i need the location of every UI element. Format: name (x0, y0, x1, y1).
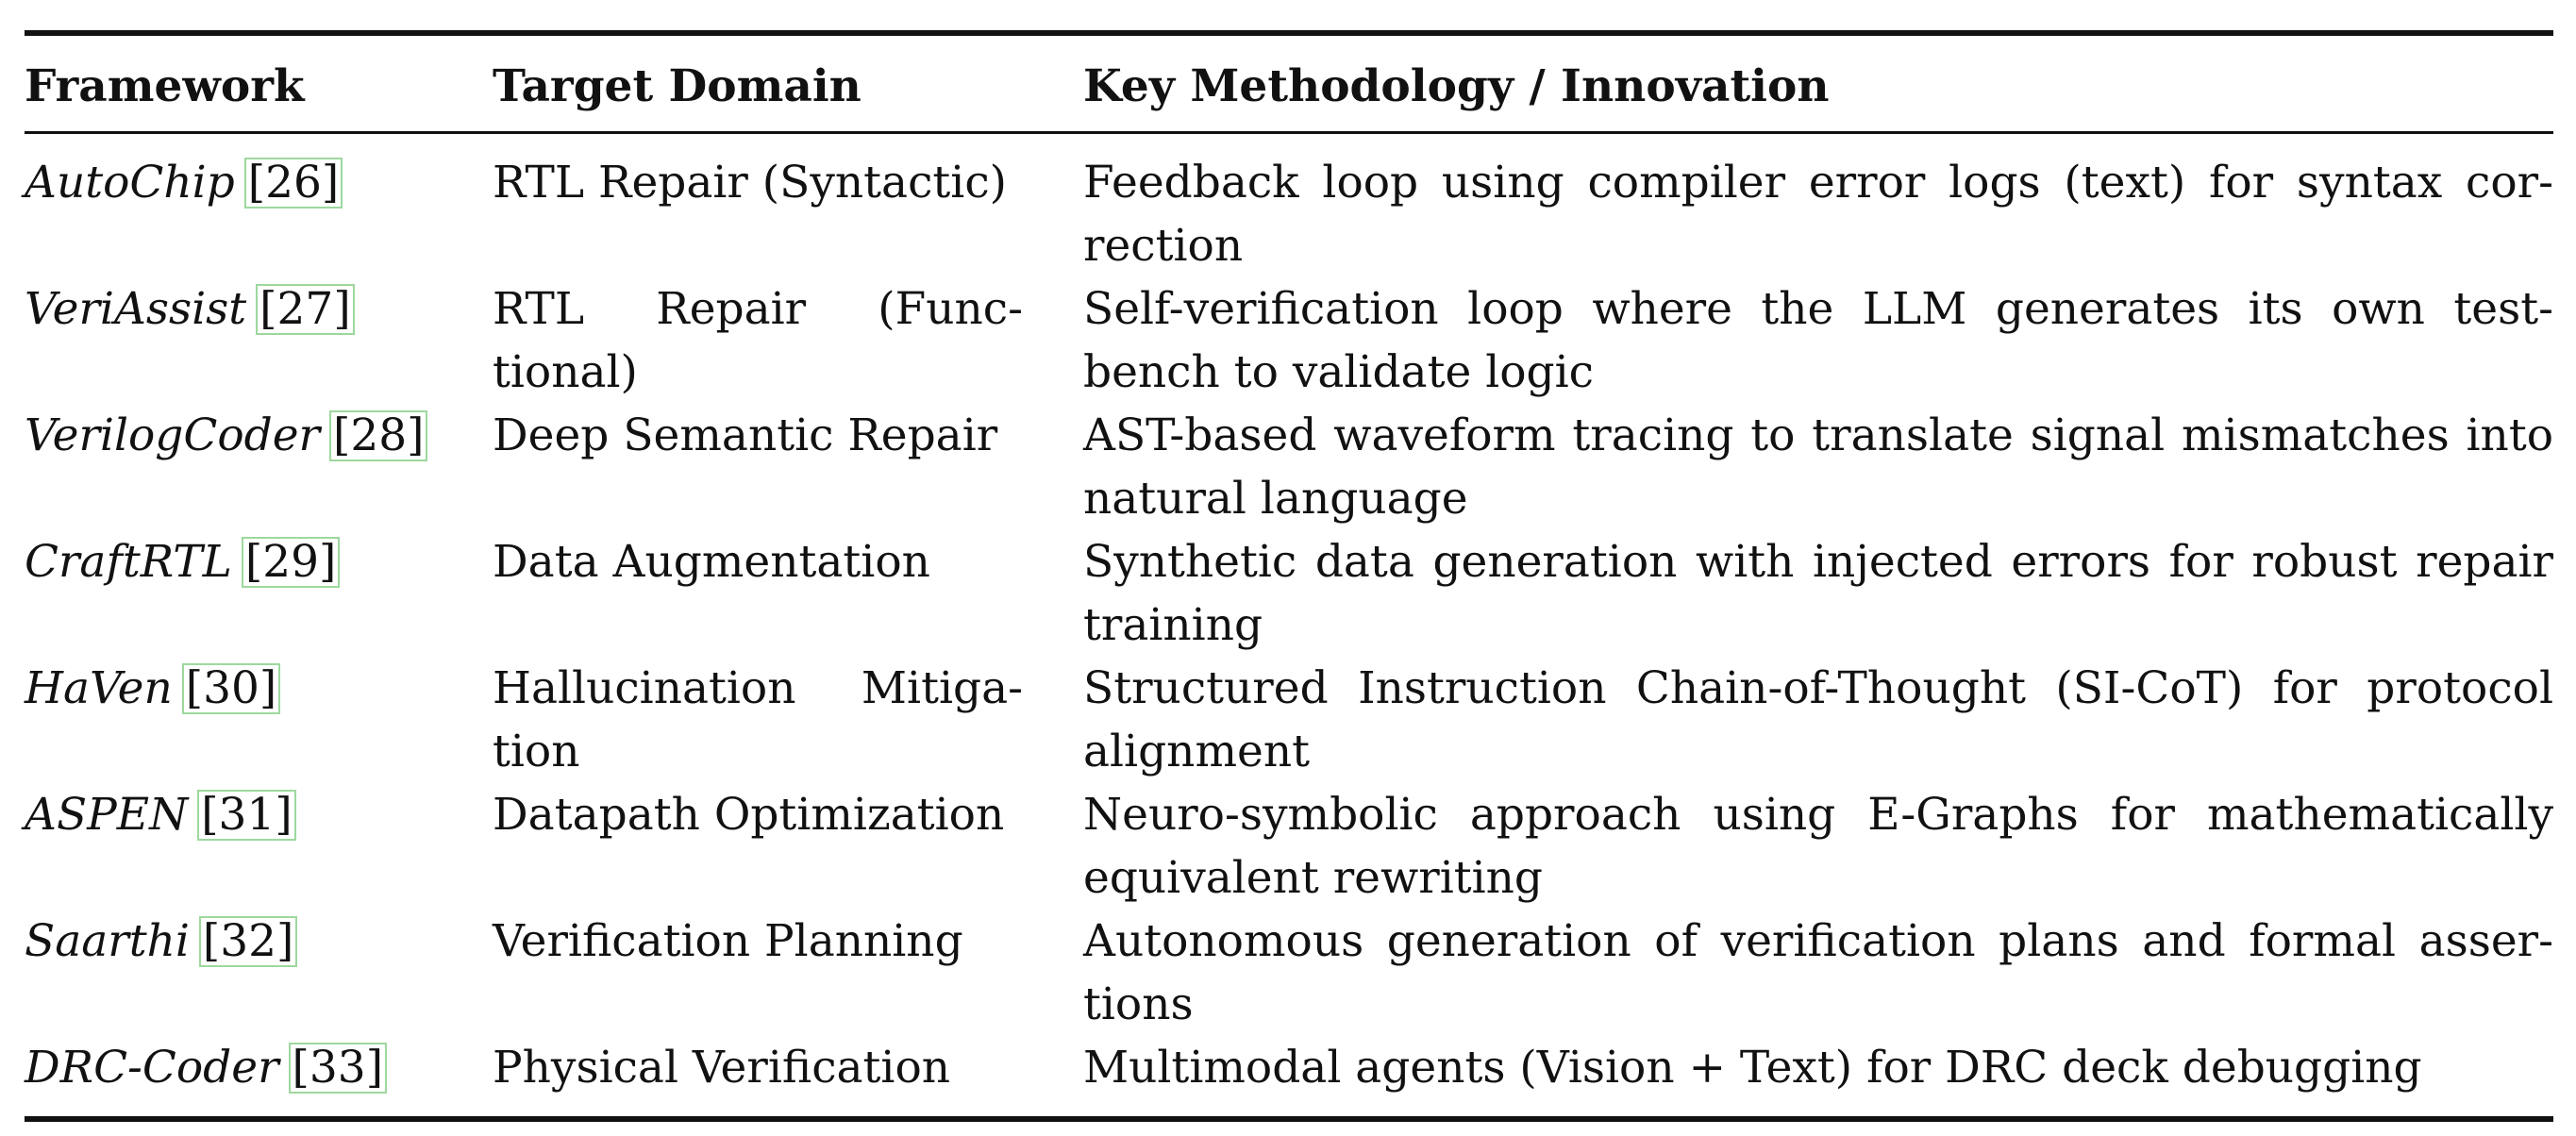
methodology-cell: AST-based waveform tracing to translate signal mismatches into natural language (1083, 409, 2553, 525)
framework-cell (25, 133, 493, 278)
methodology-cell: Self-verification loop where the LLM generates its own testbench to validate logic (1083, 283, 2553, 398)
citation-link[interactable]: [27] (256, 284, 354, 335)
methodology-cell: Multimodal agents (Vision + Text) for DRC deck debugging (1083, 1036, 2553, 1119)
table-row (25, 133, 2553, 278)
header-key-methodology: Key Methodology / Innovation (1083, 33, 2553, 133)
citation-link[interactable]: [33] (289, 1043, 387, 1094)
header-row (25, 33, 2553, 133)
framework-name: VerilogCoder (25, 409, 320, 461)
target-domain-cell: RTL Repair (Syntactic) (493, 157, 1007, 209)
target-domain-cell: Physical Verification (493, 1036, 1083, 1119)
table-body (25, 133, 2553, 1120)
framework-name: Saarthi (25, 915, 190, 967)
target-domain-cell: Verification Planning (493, 915, 963, 967)
table-row (25, 657, 2553, 783)
framework-name: VeriAssist (25, 283, 247, 335)
table-row (25, 277, 2553, 404)
framework-cell (25, 910, 493, 1036)
target-domain-cell: Deep Semantic Repair (493, 409, 998, 461)
methodology-cell: Autonomous generation of verification plans and formal assertions (1083, 915, 2553, 1030)
header-framework: Framework (25, 33, 493, 133)
citation-link[interactable]: [28] (329, 410, 427, 461)
citation-link[interactable]: [29] (242, 537, 340, 588)
table-row (25, 783, 2553, 910)
framework-cell (25, 657, 493, 783)
target-domain-cell: Data Augmentation (493, 536, 930, 588)
methodology-cell: Neuro-symbolic approach using E-Graphs for mathematically equivalent rewriting (1083, 789, 2553, 904)
target-domain-cell: Hallucination Mitigation (493, 662, 1023, 777)
table-header (25, 33, 2553, 133)
citation-link[interactable]: [26] (244, 158, 343, 209)
table-row (25, 910, 2553, 1036)
citation-link[interactable]: [32] (199, 916, 297, 967)
framework-name: HaVen (25, 662, 173, 714)
framework-cell (25, 277, 493, 404)
framework-name: DRC-Coder (25, 1042, 279, 1094)
framework-name: AutoChip (25, 157, 235, 209)
framework-name: ASPEN (25, 789, 189, 841)
framework-name: CraftRTL (25, 536, 232, 588)
methodology-cell: Structured Instruction Chain-of-Thought (SI-CoT) for protocol alignment (1083, 662, 2553, 777)
methodology-cell: Synthetic data generation with injected errors for robust repair training (1083, 536, 2553, 651)
table-row (25, 530, 2553, 657)
framework-comparison-table (25, 30, 2553, 1122)
header-target-domain: Target Domain (493, 33, 1083, 133)
framework-cell (25, 530, 493, 657)
framework-cell (25, 1036, 493, 1119)
target-domain-cell: Datapath Optimization (493, 789, 1005, 841)
methodology-cell: Feedback loop using compiler error logs (text) for syntax correction (1083, 157, 2553, 272)
framework-comparison-table-container (25, 30, 2553, 1122)
citation-link[interactable]: [31] (197, 790, 295, 841)
table-row (25, 404, 2553, 530)
table-row (25, 1036, 2553, 1119)
framework-cell (25, 404, 493, 530)
framework-cell (25, 783, 493, 910)
citation-link[interactable]: [30] (182, 663, 280, 714)
target-domain-cell: RTL Repair (Functional) (493, 283, 1023, 398)
